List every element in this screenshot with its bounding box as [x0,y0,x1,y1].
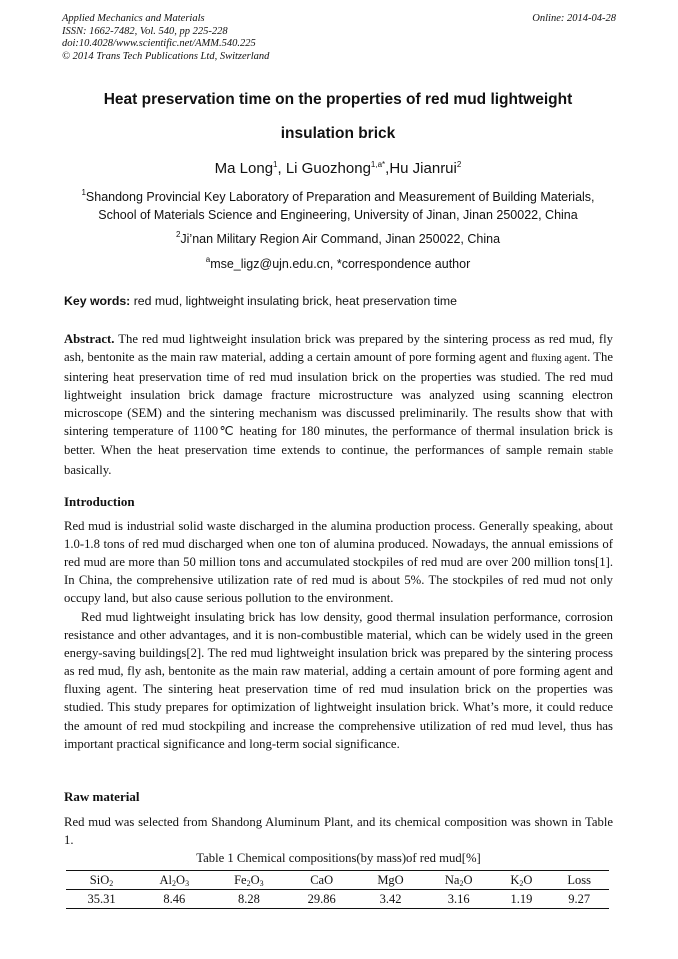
affiliation-1-mark: 1 [81,188,86,197]
abstract-label: Abstract. [64,332,115,346]
introduction-paragraph-1: Red mud is industrial solid waste discharged in the alumina production process. Generally speaking, about 1.0-1.8 tons of red mud discharged when one ton of alumina produced. Nowadays, the annual emissions of red mud are more than 50 million tons and accumulated stockpiles of red mud are over 200 million tons[1]. In China, the comprehensive utilization rate of red mud is about 5%. The stockpiles of red mud not only occupy land, but also cause serious pollution to the environment. [64,519,613,606]
table-cell: 35.31 [66,890,137,909]
affiliation-2-text: Ji’nan Military Region Air Command, Jinan 250022, China [180,232,501,246]
abstract-small-2: stable [588,445,613,457]
author-2-mark: 1,a* [370,160,386,169]
abstract-text-2: . The sintering heat preservation time of red mud insulation brick on the properties was studied. The red mud lightweight insulation brick damage fracture microstructure was analyzed using scanning electron microscope (SEM) and the sintering mechanism was discussed preliminarily. The results show that with sintering temperature of 1100℃ heating for 180 minutes, the performance of thermal insulation brick is better. When the heat preservation time extends to continue, the performances of sample remain [64,350,613,457]
col-header-al2o3: $Al_2O_3$ [137,871,212,890]
affiliation-2 [62,232,614,246]
keywords [64,294,616,308]
email-text: mse_ligz@ujn.edu.cn, *correspondence author [210,257,471,271]
col-header-loss: Loss [549,871,609,890]
paper-title-line1: Heat preservation time on the properties of red mud lightweight [103,91,573,108]
email-mark: a [205,255,211,264]
table-cell: 3.42 [357,890,424,909]
affiliation-1-text: Shandong Provincial Key Laboratory of Preparation and Measurement of Building Materials, [85,190,595,204]
journal-meta [62,13,269,63]
introduction-paragraph-2: Red mud lightweight insulating brick has low density, good thermal insulation performance, corrosion resistance and other advantages, and it is non-combustible material, which can be widely used in the green energy-saving buildings[2]. The red mud lightweight insulation brick was prepared by the sintering process as red mud, fly ash, bentonite as the main raw material, adding a certain amount of pore forming agent and fluxing agent. The sintering heat preservation time of red mud insulation brick on the properties was studied. This study prepares for optimization of lightweight insulation brick. What’s more, it could reduce the amount of red mud stockpiling and increase the comprehensive utilization of red mud level, thus has important practical significance and long-term social significance. [64,610,613,751]
table-cell: 1.19 [494,890,550,909]
col-header-fe2o3: $Fe_2O_3$ [212,871,287,890]
abstract [64,330,613,479]
table-1-caption: Table 1 Chemical compositions(by mass)of red mud[%] [196,851,481,865]
col-header-mgo: MgO [357,871,424,890]
affiliation-1-line2: School of Materials Science and Engineering, University of Jinan, Jinan 250022, China [98,208,578,222]
table-1 [66,870,609,909]
introduction-heading: Introduction [64,494,135,509]
abstract-text-3: basically. [64,462,112,477]
paper-title-line2: insulation brick [280,125,396,142]
author-3: Hu Jianrui [389,160,457,177]
table-cell: 9.27 [549,890,609,909]
online-date: Online: 2014-04-28 [532,13,616,24]
col-header-cao: CaO [286,871,357,890]
table-header-row [66,871,609,890]
doi-line: doi:10.4028/www.scientific.net/AMM.540.225 [62,38,256,49]
keywords-text: red mud, lightweight insulating brick, heat preservation time [130,294,458,308]
table-cell: 29.86 [286,890,357,909]
col-header-na2o: $Na_2O$ [424,871,494,890]
author-3-mark: 2 [456,160,462,169]
author-1: Ma Long [214,160,274,177]
author-list: Ma Long$^1$, Li Guozhong$^{1,a*}$,Hu Jianrui$^2$ [214,160,462,177]
col-header-k2o: $K_2O$ [494,871,550,890]
raw-material-paragraph: Red mud was selected from Shandong Aluminum Plant, and its chemical composition was shown in Table 1. [64,815,613,848]
affiliation-2-mark: 2 [175,230,181,239]
copyright-line: © 2014 Trans Tech Publications Ltd, Switzerland [62,50,270,62]
journal-name: Applied Mechanics and Materials [62,13,205,24]
affiliation-1-line1 [62,190,614,204]
table-cell: 8.28 [212,890,287,909]
table-row [66,890,609,909]
issn-line: ISSN: 1662-7482, Vol. 540, pp 225-228 [62,25,228,37]
author-1-mark: 1 [273,160,278,169]
col-header-sio2: SiO$_2$ [66,871,137,890]
author-2: Li Guozhong [285,160,371,177]
email-line [62,257,614,271]
keywords-label: Key words: [64,294,131,308]
abstract-small-1: fluxing agent [531,353,588,365]
abstract-text-1: The red mud lightweight insulation brick was prepared by the sintering process as red mud, fly ash, bentonite as the main raw material, adding a certain amount of pore forming agent and [64,332,613,365]
table-cell: 3.16 [424,890,494,909]
raw-material-heading: Raw material [64,789,140,804]
table-cell: 8.46 [137,890,212,909]
